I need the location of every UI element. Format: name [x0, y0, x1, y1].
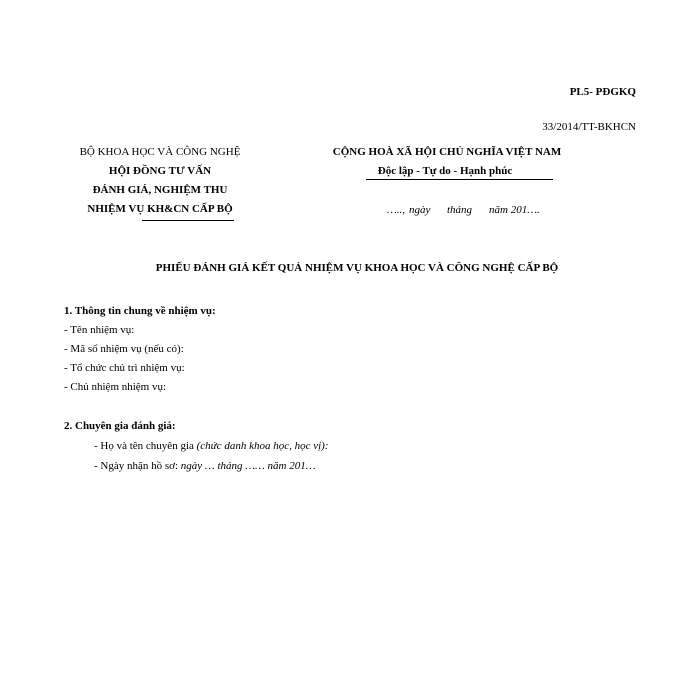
section-1-item-lead: - Chủ nhiệm nhiệm vụ:: [64, 381, 167, 393]
received-date-value: ngày … tháng …… năm 201…: [180, 460, 316, 472]
circular-reference: 33/2014/TT-BKHCN: [542, 121, 636, 133]
nation-name: CỘNG HOÀ XÃ HỘI CHỦ NGHĨA VIỆT NAM: [332, 146, 562, 158]
date-place-dots: …..,: [387, 204, 406, 216]
section-2-item-expert-name: [94, 440, 328, 452]
section-1-item-host-org: - Tổ chức chủ trì nhiệm vụ:: [64, 362, 185, 374]
section-1-heading: 1. Thông tin chung về nhiệm vụ:: [64, 305, 216, 317]
council-purpose: ĐÁNH GIÁ, NGHIỆM THU: [92, 184, 228, 196]
motto-underline: [366, 179, 553, 180]
expert-name-label: - Họ và tên chuyên gia: [94, 440, 197, 452]
date-day-label: ngày: [409, 204, 431, 216]
council-scope: NHIỆM VỤ KH&CN CẤP BỘ: [87, 203, 233, 215]
council-name: HỘI ĐỒNG TƯ VẤN: [108, 165, 212, 177]
received-date-label: - Ngày nhận hồ sơ:: [94, 460, 181, 472]
section-2-heading: 2. Chuyên gia đánh giá:: [64, 420, 176, 432]
document-title: PHIẾU ĐÁNH GIÁ KẾT QUẢ NHIỆM VỤ KHOA HỌC VÀ CÔNG NGHỆ CẤP BỘ: [155, 262, 559, 274]
section-1-item-task-name: - Tên nhiệm vụ:: [64, 324, 135, 336]
left-underline: [142, 220, 234, 221]
expert-name-hint: (chức danh khoa học, học vị):: [196, 440, 329, 452]
date-month-label: tháng: [447, 204, 473, 216]
section-1-item-task-code: - Mã số nhiệm vụ (nếu có):: [64, 343, 184, 355]
section-2-item-received-date: [94, 460, 316, 472]
date-year-label: năm 201….: [489, 204, 540, 216]
ministry-name: BỘ KHOA HỌC VÀ CÔNG NGHỆ: [79, 146, 241, 158]
form-code: PL5- PĐGKQ: [569, 86, 636, 98]
national-motto: Độc lập - Tự do - Hạnh phúc: [377, 165, 513, 177]
